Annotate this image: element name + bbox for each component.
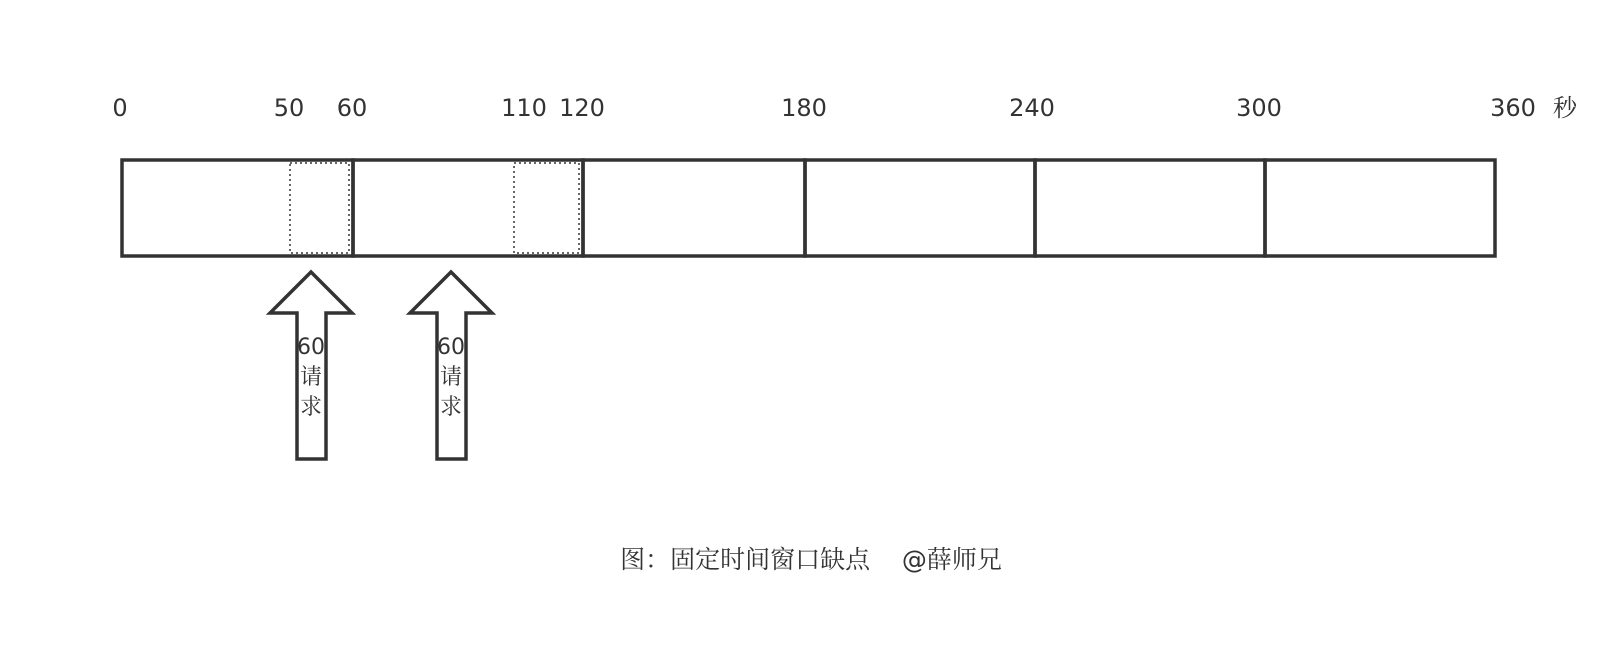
arrow-1-label-line3: 求 [299, 395, 323, 420]
arrow-2-label-line2: 请 [439, 365, 463, 390]
time-window-0-60 [122, 160, 353, 256]
time-axis-labels [112, 94, 1578, 122]
arrow-2-label-line3: 求 [439, 395, 463, 420]
tick-label-120: 120 [559, 94, 605, 122]
arrow-1-label-count: 60 [297, 335, 325, 360]
tick-label-50: 50 [273, 94, 305, 122]
tick-label-60: 60 [336, 94, 368, 122]
unit-label-seconds: 秒 [1553, 94, 1577, 122]
arrow-1-label-line2: 请 [299, 365, 323, 390]
figure-caption: 图：固定时间窗口缺点 @薛师兄 [620, 545, 1002, 574]
time-window-180-240 [805, 160, 1035, 256]
time-window-60-120 [353, 160, 583, 256]
time-window-120-180 [583, 160, 805, 256]
request-arrow-2 [410, 272, 492, 459]
time-window-300-360 [1265, 160, 1495, 256]
arrow-2-label-count: 60 [437, 335, 465, 360]
time-window-240-300 [1035, 160, 1265, 256]
timeline-bar [122, 160, 1495, 256]
tick-label-240: 240 [1009, 94, 1055, 122]
overlap-segment-110-120 [514, 163, 579, 253]
request-arrow-1 [270, 272, 352, 459]
overlap-segment-50-60 [290, 163, 349, 253]
request-arrows [270, 272, 492, 459]
tick-label-180: 180 [781, 94, 827, 122]
tick-label-360: 360 [1490, 94, 1536, 122]
tick-label-110: 110 [501, 94, 547, 122]
tick-label-0: 0 [112, 94, 128, 122]
tick-label-300: 300 [1236, 94, 1282, 122]
